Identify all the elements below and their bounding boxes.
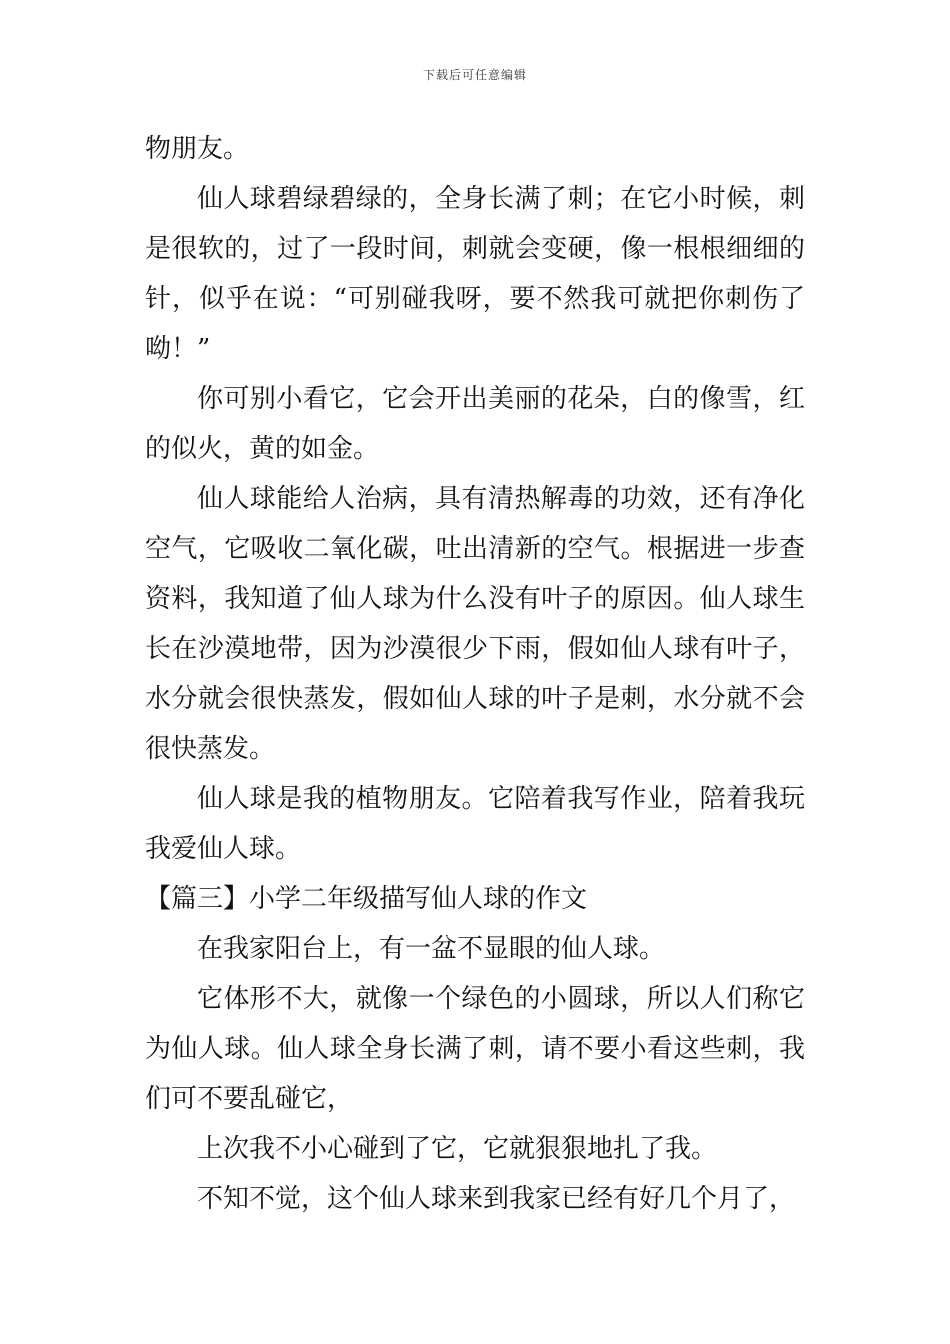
document-body (145, 124, 805, 1224)
paragraph-5: 仙人球是我的植物朋友。它陪着我写作业，陪着我玩我爱仙人球。 (145, 784, 805, 864)
paragraph-2: 仙人球碧绿碧绿的，全身长满了刺；在它小时候，刺是很软的，过了一段时间，刺就会变硬，像一根根细细的针，似乎在说：“可别碰我呀，要不然我可就把你刺伤了呦！” (145, 184, 805, 364)
paragraph-3: 你可别小看它，它会开出美丽的花朵，白的像雪，红的似火，黄的如金。 (145, 384, 805, 464)
header-note: 下载后可任意编辑 (422, 68, 527, 82)
paragraph-4: 仙人球能给人治病，具有清热解毒的功效，还有净化空气，它吸收二氧化碳，吐出清新的空气。根据进一步查资料，我知道了仙人球为什么没有叶子的原因。仙人球生长在沙漠地带，因为沙漠很少下雨，假如仙人球有叶子，水分就会很快蒸发，假如仙人球的叶子是刺，水分就不会很快蒸发。 (145, 484, 805, 764)
paragraph-7: 它体形不大，就像一个绿色的小圆球，所以人们称它为仙人球。仙人球全身长满了刺，请不要小看这些刺，我们可不要乱碰它， (145, 984, 805, 1114)
paragraph-8: 上次我不小心碰到了它，它就狠狠地扎了我。 (197, 1134, 718, 1164)
section-heading: 【篇三】小学二年级描写仙人球的作文 (145, 884, 588, 914)
paragraph-9: 不知不觉，这个仙人球来到我家已经有好几个月了， (197, 1184, 796, 1214)
paragraph-1: 物朋友。 (145, 134, 250, 164)
paragraph-6: 在我家阳台上，有一盆不显眼的仙人球。 (197, 934, 666, 964)
